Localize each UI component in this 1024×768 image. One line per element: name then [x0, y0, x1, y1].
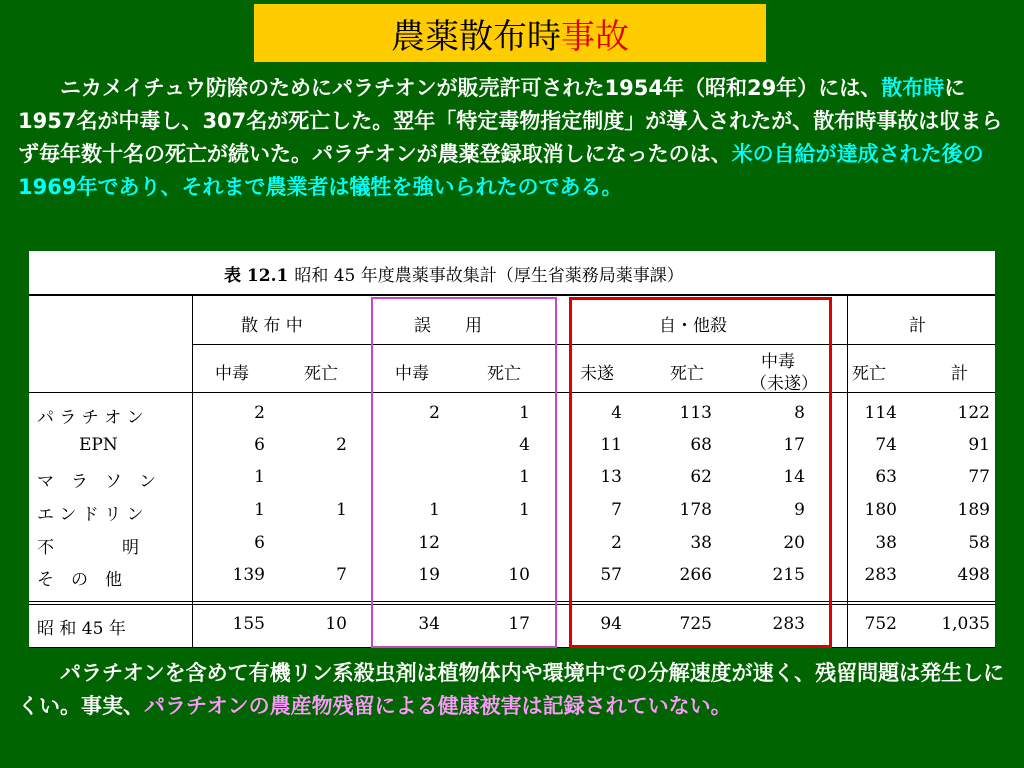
total-row-cell: 94	[600, 614, 622, 634]
table-row-cell: 215	[772, 565, 805, 585]
intro-highlight-2: 米の自給が達成された後の1969年であり、それまで農業者は犠牲を強いられたのである。	[18, 142, 984, 199]
subheader: 中毒	[215, 364, 249, 384]
table-row-cell: 2	[336, 435, 347, 455]
table-row-cell: 17	[783, 435, 805, 455]
subheader: 未遂	[580, 364, 614, 384]
table-row-cell: 19	[418, 565, 440, 585]
table-row-cell: 6	[254, 533, 265, 553]
total-row-cell: 1,035	[941, 614, 990, 634]
total-row-cell: 283	[772, 614, 805, 634]
group-header: 自・他殺	[659, 316, 727, 336]
table-row-cell: 91	[968, 435, 990, 455]
table-row-label: EPN	[79, 435, 118, 455]
table-row-cell: 4	[519, 435, 530, 455]
subheader: 死亡	[852, 364, 886, 384]
table-row-cell: 180	[864, 500, 897, 520]
table-row-cell: 63	[875, 467, 897, 487]
table-row-cell: 4	[611, 403, 622, 423]
total-row-cell: 155	[232, 614, 265, 634]
subheader: 死亡	[670, 364, 704, 384]
closing-paragraph	[18, 657, 1008, 723]
table-row-cell: 1	[254, 467, 265, 487]
table-row-cell: 139	[232, 565, 265, 585]
total-row-cell: 17	[508, 614, 530, 634]
table-row-label: パ ラ チ オ ン	[37, 408, 144, 428]
table-row-cell: 283	[864, 565, 897, 585]
total-row-cell: 10	[325, 614, 347, 634]
table-row-cell: 2	[254, 403, 265, 423]
table-row-cell: 1	[519, 467, 530, 487]
table-row-cell: 57	[600, 565, 622, 585]
table-row-cell: 74	[875, 435, 897, 455]
group-header: 計	[909, 316, 926, 336]
table-row-cell: 189	[957, 500, 990, 520]
subheader: 中毒	[395, 364, 429, 384]
closing-highlight: パラチオンの農産物残留による健康被害は記録されていない。	[144, 694, 732, 718]
table-row-label: マ ラ ソ ン	[37, 472, 156, 492]
table-row-cell: 1	[254, 500, 265, 520]
table-row-cell: 9	[794, 500, 805, 520]
intro-text-1: ニカメイチュウ防除のためにパラチオンが販売許可された1954年（昭和29年）には、	[18, 76, 882, 100]
table-row-label: 不 明	[37, 538, 139, 558]
table-row-cell: 11	[600, 435, 622, 455]
subheader: 計	[951, 364, 968, 384]
group-header: 散 布 中	[241, 316, 303, 336]
table-row-cell: 1	[336, 500, 347, 520]
table-row-cell: 178	[679, 500, 712, 520]
intro-highlight-1: 散布時	[881, 76, 945, 100]
table-number: 表 12.1	[224, 266, 289, 286]
slide-title	[254, 4, 766, 62]
table-row-cell: 1	[519, 403, 530, 423]
table-row-cell: 12	[418, 533, 440, 553]
table-row-cell: 10	[508, 565, 530, 585]
subheader: 死亡	[304, 364, 338, 384]
total-row-label: 昭 和 45 年	[37, 619, 126, 639]
table-row-cell: 2	[611, 533, 622, 553]
table-row-cell: 62	[690, 467, 712, 487]
table-row-cell: 77	[968, 467, 990, 487]
title-text: 農薬散布時	[391, 16, 561, 57]
table-row-label: エ ン ド リ ン	[37, 505, 144, 525]
table-row-cell: 7	[336, 565, 347, 585]
total-row-cell: 725	[679, 614, 712, 634]
table-row-cell: 122	[957, 403, 990, 423]
table-row-cell: 20	[783, 533, 805, 553]
intro-text-2: に1957名が中毒し、307名が死亡した。翌年「特定毒物指定制度」が導入されたが、散布時事故は収まらず毎年数十名の死亡が続いた。パラチオンが農薬登録取消しになったのは、	[18, 76, 1003, 166]
table-row-cell: 7	[611, 500, 622, 520]
table-row-cell: 2	[429, 403, 440, 423]
title-highlight: 事故	[561, 16, 629, 57]
table-row-cell: 1	[429, 500, 440, 520]
total-row-cell: 752	[864, 614, 897, 634]
group-header: 誤 用	[414, 316, 482, 336]
table-caption	[224, 261, 684, 286]
table-row-cell: 38	[875, 533, 897, 553]
table-row-label: そ の 他	[37, 570, 122, 590]
table-row-cell: 68	[690, 435, 712, 455]
table-row-cell: 113	[679, 403, 712, 423]
table-row-cell: 1	[519, 500, 530, 520]
table-row-cell: 14	[783, 467, 805, 487]
table-top-rule	[29, 294, 995, 296]
accident-table	[29, 251, 995, 648]
table-row-cell: 8	[794, 403, 805, 423]
intro-paragraph	[18, 72, 1008, 204]
table-row-cell: 38	[690, 533, 712, 553]
table-row-cell: 498	[957, 565, 990, 585]
label-divider	[192, 296, 193, 647]
table-row-cell: 114	[864, 403, 897, 423]
closing-text: パラチオンを含めて有機リン系殺虫剤は植物体内や環境中での分解速度が速く、残留問題は発生しにくい。事実、	[18, 661, 1005, 718]
table-title: 昭和 45 年度農薬事故集計（厚生省薬務局薬事課）	[294, 266, 684, 286]
total-row-cell: 34	[418, 614, 440, 634]
subheader: （未遂）	[750, 374, 818, 394]
subheader: 死亡	[487, 364, 521, 384]
table-row-cell: 13	[600, 467, 622, 487]
table-row-cell: 6	[254, 435, 265, 455]
table-row-cell: 58	[968, 533, 990, 553]
table-row-cell: 266	[679, 565, 712, 585]
subheader: 中毒	[761, 352, 795, 372]
